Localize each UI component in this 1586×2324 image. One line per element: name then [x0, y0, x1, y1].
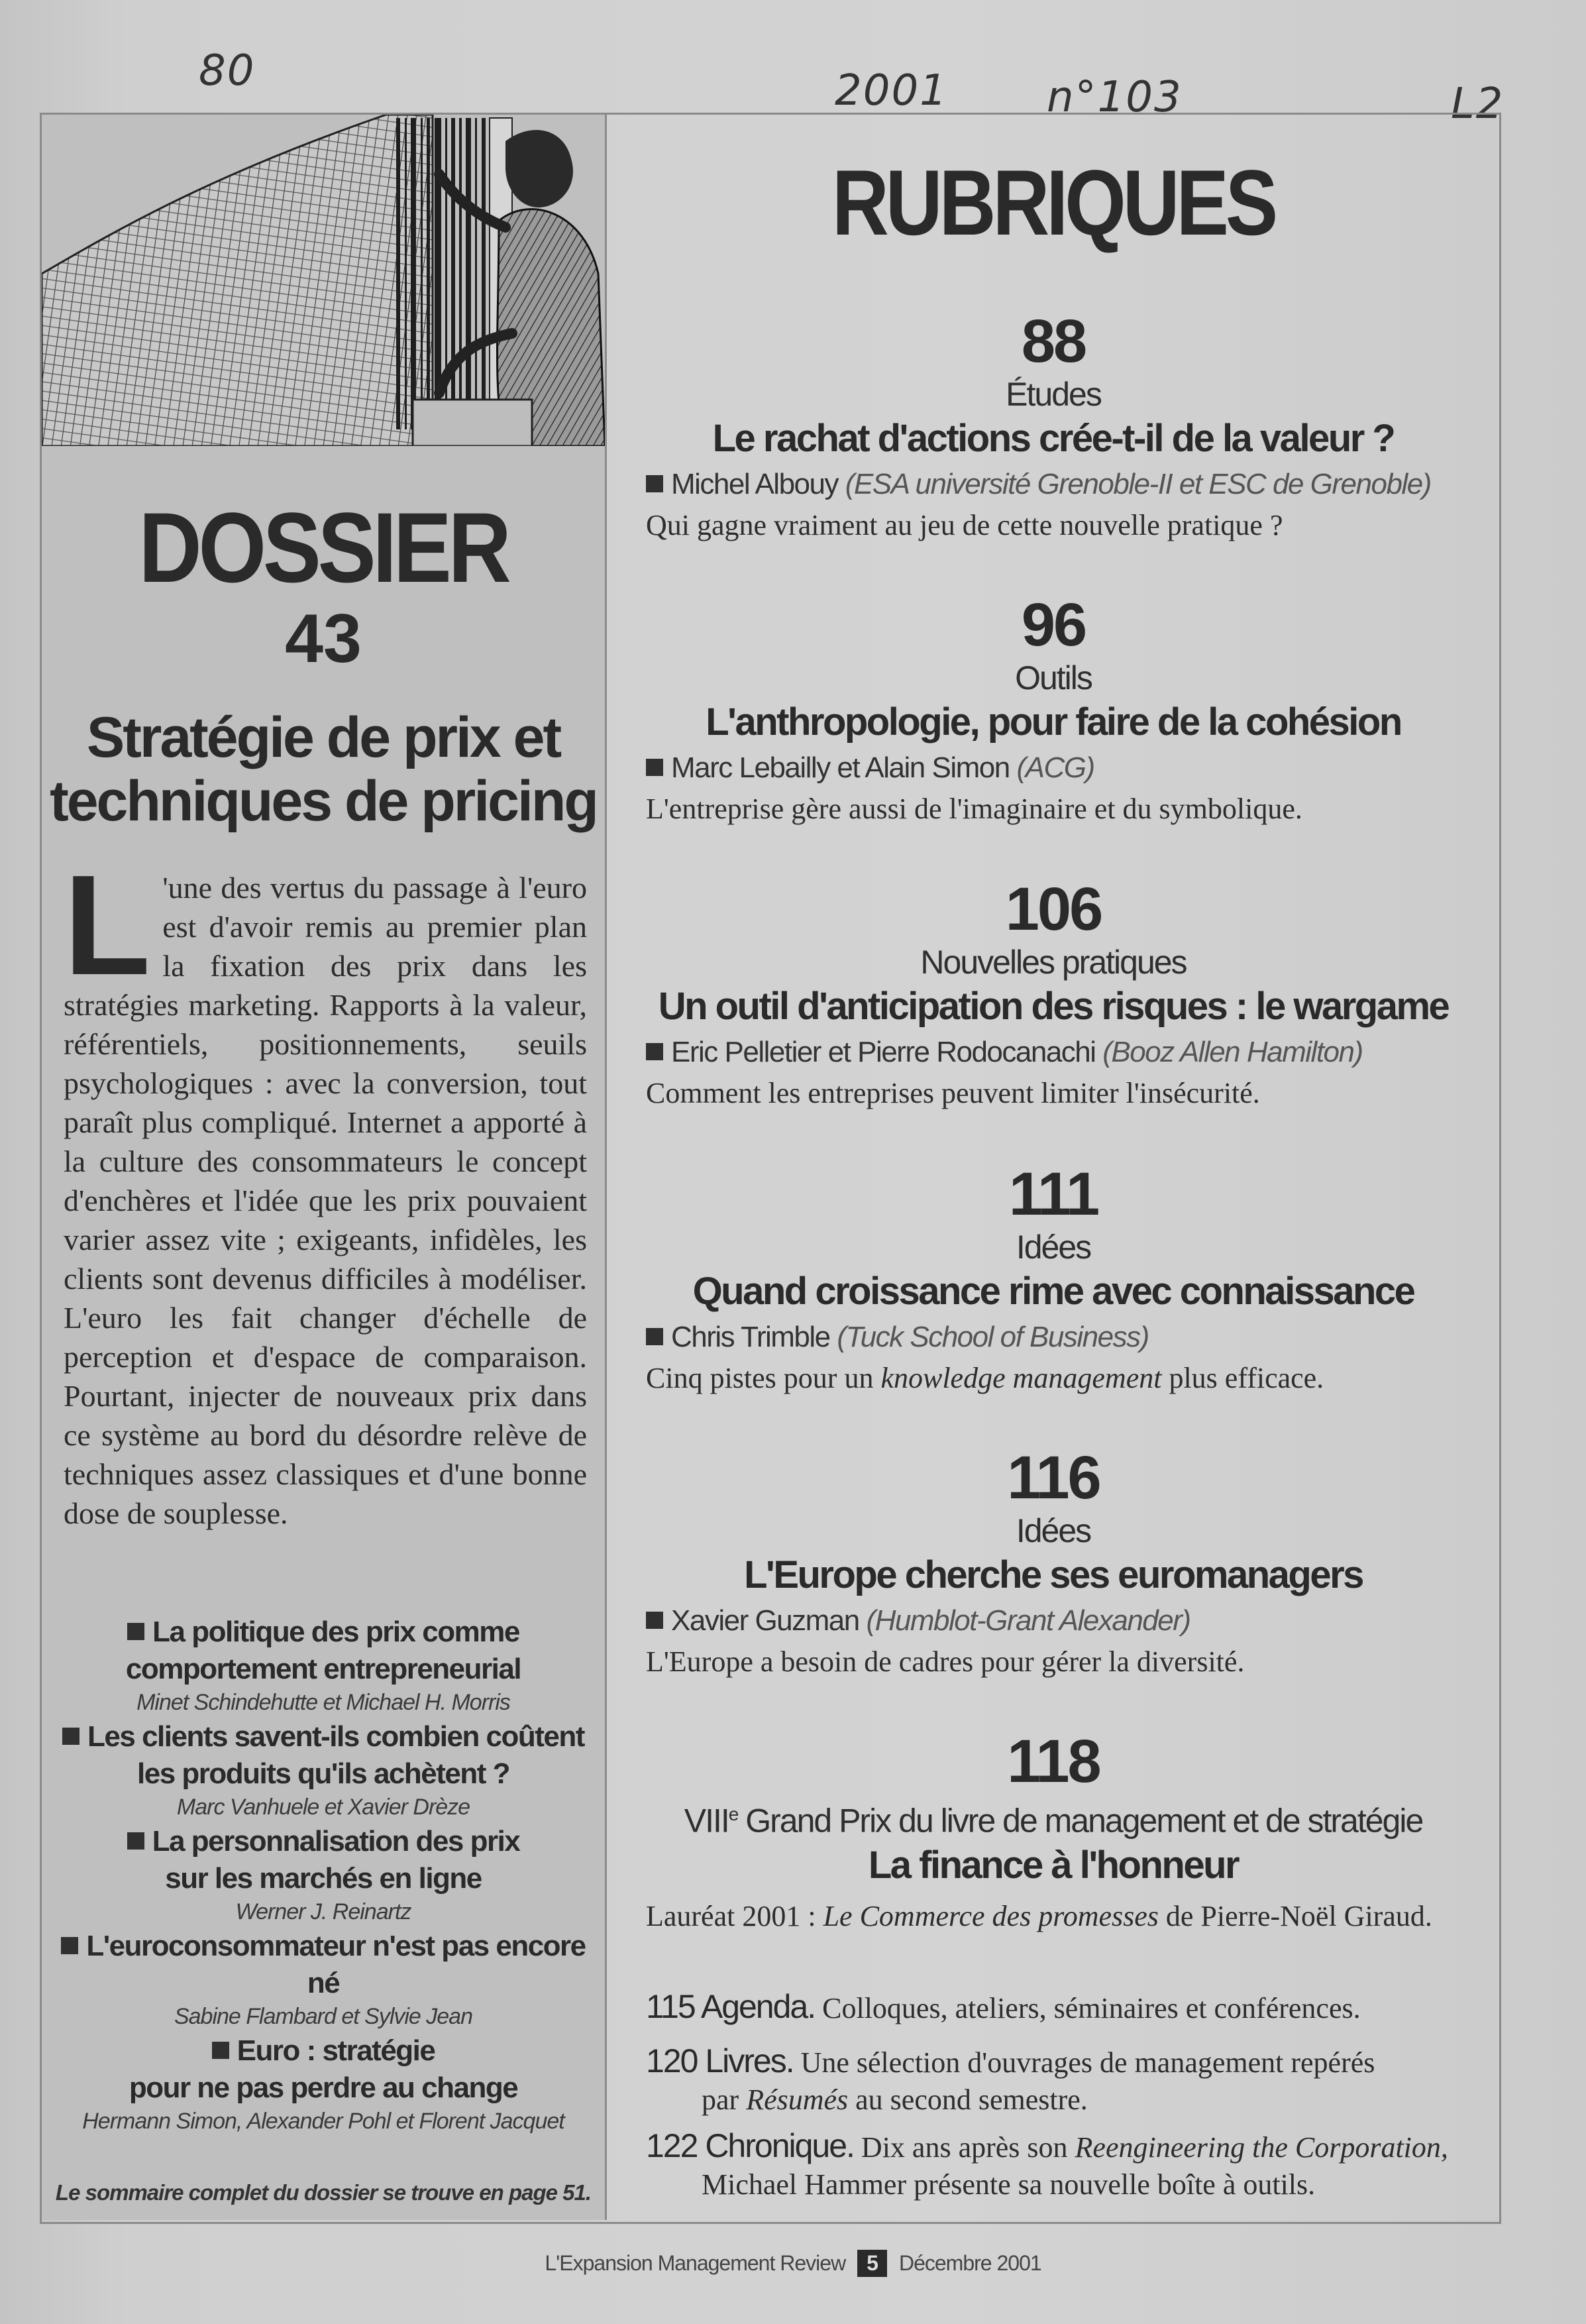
dossier-article[interactable] — [46, 1614, 600, 1717]
prize-item[interactable] — [609, 1728, 1497, 1936]
bullet-square-icon — [127, 1832, 144, 1850]
dossier-article-title: Les clients savent-ils combien coûtent — [46, 1718, 600, 1755]
rubrique-author: Michel Albouy (ESA université Grenoble-II et ESC de Grenoble) — [646, 463, 1497, 506]
dossier-article-authors: Minet Schindehutte et Michael H. Morris — [136, 1690, 510, 1715]
dossier-article-title: les produits qu'ils achètent ? — [137, 1757, 509, 1790]
footer-date: Décembre 2001 — [898, 2251, 1041, 2275]
dossier-title-line: techniques de pricing — [50, 769, 597, 833]
rubriques-heading: RUBRIQUES — [831, 150, 1275, 254]
dossier-article[interactable] — [46, 1823, 600, 1926]
bullet-square-icon — [646, 1328, 663, 1345]
dossier-article-title: pour ne pas perdre au change — [129, 2072, 518, 2104]
dossier-article-title: La politique des prix comme — [46, 1614, 600, 1651]
rubrique-author: Chris Trimble (Tuck School of Business) — [646, 1316, 1497, 1358]
bullet-square-icon — [62, 1728, 79, 1745]
rubrique-page-number: 96 — [1021, 591, 1086, 659]
handwritten-note-left: 80 — [199, 46, 256, 95]
rubrique-page-number: 118 — [1007, 1728, 1100, 1795]
rubrique-page-number: 106 — [1005, 875, 1102, 943]
rubrique-page-number: 111 — [1008, 1160, 1098, 1228]
announcement-text-continued: Michael Hammer présente sa nouvelle boîte à outils. — [702, 2168, 1316, 2201]
announcement-label: 120 Livres. — [646, 2042, 794, 2079]
dossier-article-title: sur les marchés en ligne — [165, 1862, 482, 1895]
rubrique-item[interactable] — [609, 1161, 1497, 1398]
dossier-article-title: La personnalisation des prix — [46, 1823, 600, 1860]
rubrique-category: Nouvelles pratiques — [920, 944, 1187, 981]
bullet-square-icon — [61, 1937, 78, 1954]
dossier-article[interactable] — [46, 1928, 600, 2031]
rubrique-category: Outils — [1015, 659, 1092, 696]
rubrique-title: L'Europe cherche ses euromanagers — [744, 1553, 1363, 1596]
footer-page-number: 5 — [857, 2250, 887, 2277]
dossier-article[interactable] — [46, 2032, 600, 2136]
rubrique-item[interactable] — [609, 1445, 1497, 1682]
dossier-article[interactable] — [46, 1718, 600, 1822]
handwritten-note-right: L2 — [1451, 80, 1505, 129]
announcement-text: Colloques, ateliers, séminaires et conférences. — [815, 1992, 1361, 2024]
dossier-article-authors: Marc Vanhuele et Xavier Drèze — [176, 1795, 470, 1820]
rubrique-author: Marc Lebailly et Alain Simon (ACG) — [646, 747, 1497, 789]
rubrique-title: L'anthropologie, pour faire de la cohésion — [706, 700, 1401, 744]
dossier-page-number: 43 — [285, 600, 362, 677]
dossier-article-title: L'euroconsommateur n'est pas encore né — [46, 1928, 600, 2002]
dossier-article-title: Euro : stratégie — [46, 2032, 600, 2070]
dossier-article-authors: Werner J. Reinartz — [235, 1899, 411, 1924]
announcement-agenda[interactable] — [646, 1988, 1494, 2027]
handwritten-note-year: 2001 — [835, 66, 948, 115]
dossier-title-line: Stratégie de prix et — [86, 706, 560, 769]
rubrique-title: Un outil d'anticipation des risques : le wargame — [658, 985, 1449, 1028]
rubrique-item[interactable] — [609, 308, 1497, 545]
bullet-square-icon — [646, 1612, 663, 1629]
bullet-square-icon — [212, 2042, 229, 2059]
rubrique-description: Cinq pistes pour un knowledge management plus efficace. — [646, 1362, 1324, 1394]
dossier-intro-text: 'une des vertus du passage à l'euro est d'avoir remis au premier plan la fixation des prix dans les stratégies marketing. Rapports à la valeur, référentiels, positionnements, seuils psychologiques : avec la conversion, tout paraît plus compliqué. Internet a apporté à la culture des consommateurs le concept d'enchères et l'idée que les prix pouvaient varier assez vite ; exigeants, infidèles, les clients sont devenus difficiles à modéliser. L'euro les fait changer d'échelle de perception et d'espace de comparaison. Pourtant, injecter de nouveaux prix dans ce système au bord du désordre relève de techniques assez classiques et d'une bonne dose de souplesse. — [64, 871, 587, 1530]
announcement-text-emphasis: Reengineering the Corporation, — [1075, 2131, 1448, 2164]
dossier-article-list — [46, 1614, 600, 2137]
rubrique-description: L'entreprise gère aussi de l'imaginaire et du symbolique. — [646, 793, 1302, 825]
bullet-square-icon — [127, 1623, 144, 1640]
announcement-text-continued: par Résumés au second semestre. — [702, 2083, 1088, 2116]
rubrique-author: Eric Pelletier et Pierre Rodocanachi (Booz Allen Hamilton) — [646, 1031, 1497, 1074]
rubrique-category: Études — [1006, 376, 1101, 413]
bullet-square-icon — [646, 1043, 663, 1060]
bullet-square-icon — [646, 475, 663, 492]
prize-description: Lauréat 2001 : Le Commerce des promesses de Pierre-Noël Giraud. — [646, 1899, 1432, 1932]
announcement-chronique[interactable] — [646, 2127, 1494, 2203]
announcement-label: 115 Agenda. — [646, 1988, 816, 2025]
rubrique-item[interactable] — [609, 876, 1497, 1113]
page-footer — [0, 2250, 1586, 2277]
rubrique-description: Comment les entreprises peuvent limiter l'insécurité. — [646, 1077, 1260, 1109]
dossier-article-title: comportement entrepreneurial — [125, 1653, 521, 1685]
bullet-square-icon — [646, 759, 663, 776]
rubrique-title: La finance à l'honneur — [868, 1843, 1239, 1887]
dropcap-letter: L — [64, 845, 151, 1005]
rubrique-author: Xavier Guzman (Humblot-Grant Alexander) — [646, 1600, 1497, 1642]
rubrique-title: Le rachat d'actions crée-t-il de la valeur ? — [712, 417, 1395, 460]
dossier-title — [42, 706, 605, 833]
rubrique-category: Idées — [1016, 1512, 1091, 1549]
rubrique-category: Idées — [1016, 1229, 1091, 1266]
prize-category: VIIIe Grand Prix du livre de management et de stratégie — [684, 1802, 1423, 1840]
dossier-heading: DOSSIER — [138, 492, 508, 603]
rubrique-title: Quand croissance rime avec connaissance — [692, 1270, 1414, 1313]
rubrique-description: Qui gagne vraiment au jeu de cette nouvelle pratique ? — [646, 509, 1283, 541]
announcement-label: 122 Chronique. — [646, 2127, 854, 2164]
dossier-intro — [64, 845, 587, 1533]
rubrique-item[interactable] — [609, 592, 1497, 829]
announcement-text: Dix ans après son — [853, 2131, 1075, 2164]
pianist-barcode-illustration — [42, 115, 605, 446]
rubrique-page-number: 116 — [1007, 1444, 1100, 1512]
dossier-article-authors: Sabine Flambard et Sylvie Jean — [174, 2004, 473, 2029]
announcement-livres[interactable] — [646, 2042, 1494, 2119]
dossier-article-authors: Hermann Simon, Alexander Pohl et Florent Jacquet — [82, 2109, 564, 2134]
rubrique-description: L'Europe a besoin de cadres pour gérer la diversité. — [646, 1645, 1245, 1678]
footer-publication: L'Expansion Management Review — [545, 2251, 846, 2275]
dossier-summary-note: Le sommaire complet du dossier se trouve en page 51. — [55, 2180, 592, 2205]
handwritten-note-issue: n°103 — [1047, 73, 1183, 122]
rubrique-page-number: 88 — [1021, 307, 1086, 375]
announcement-text: Une sélection d'ouvrages de management repérés — [793, 2046, 1375, 2079]
